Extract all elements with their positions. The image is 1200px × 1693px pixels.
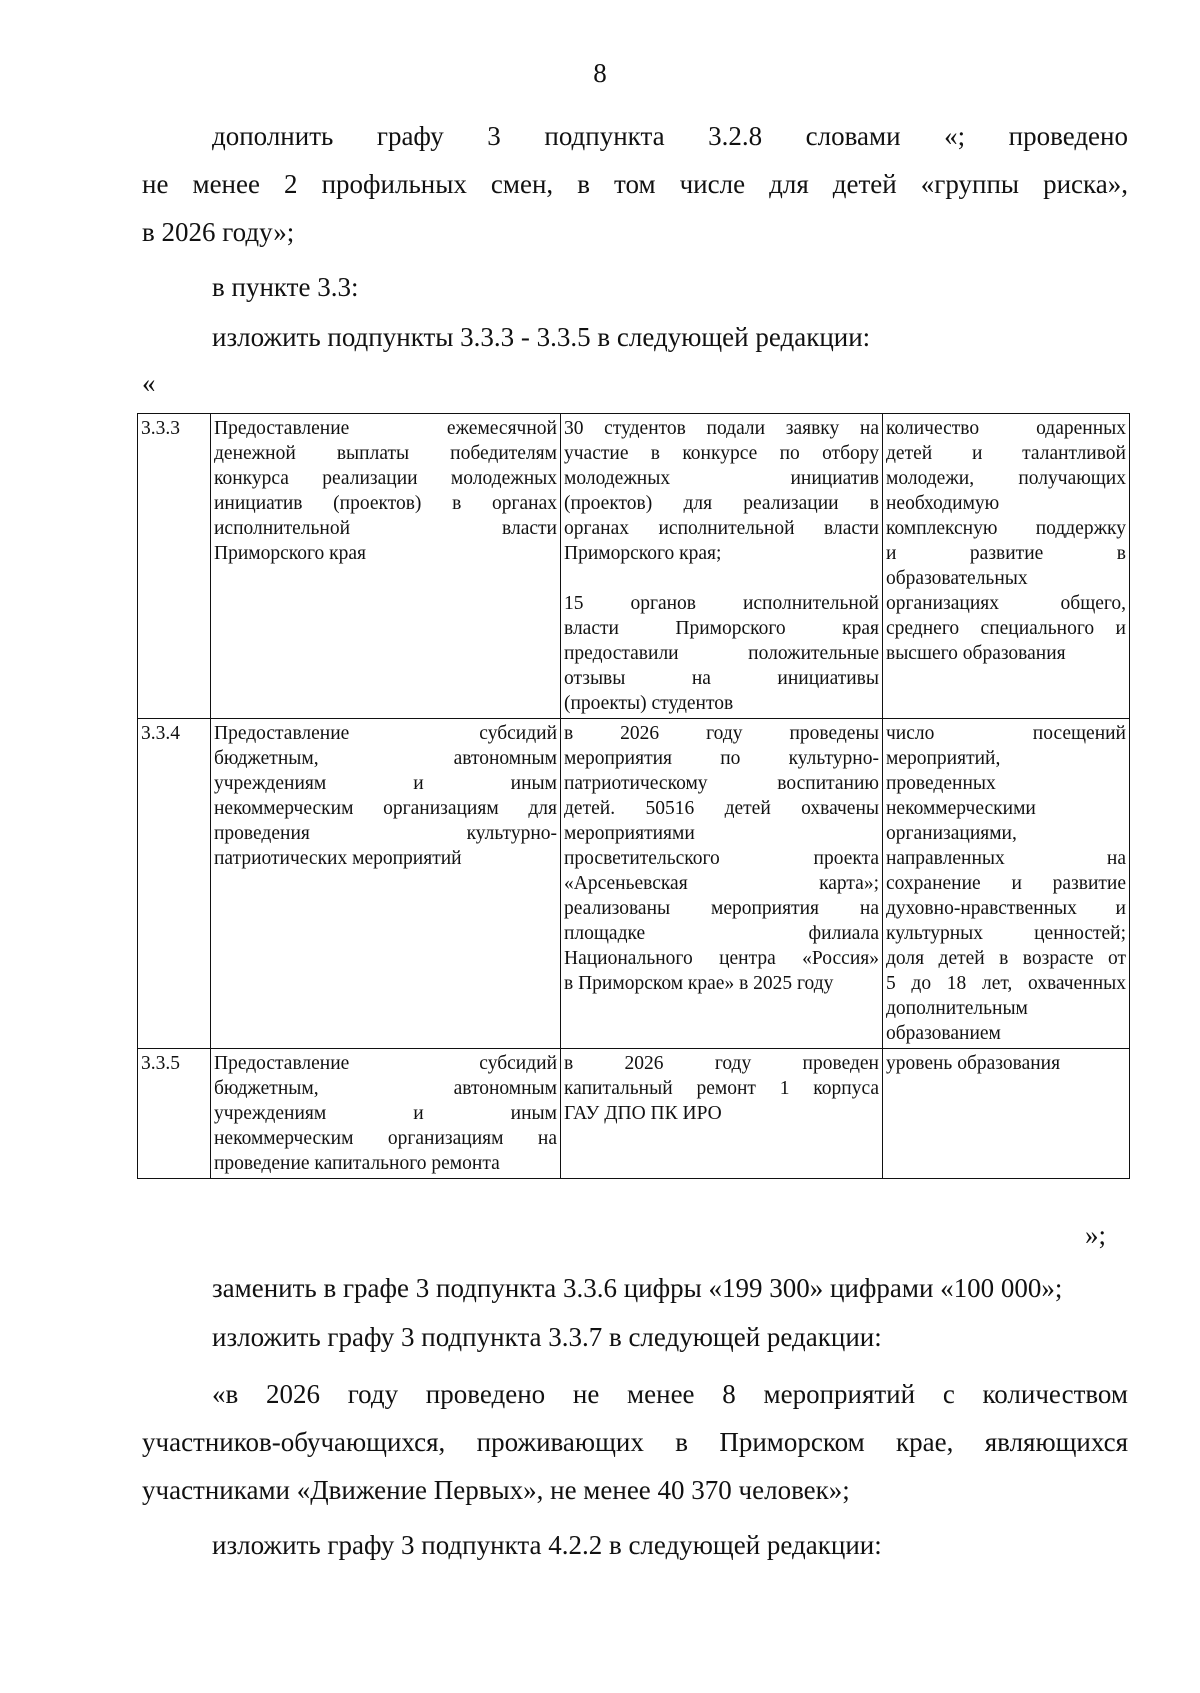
cell-line: некоммерческими [886, 798, 1036, 819]
cell-line: 30 студентов подали заявку на [564, 418, 879, 439]
table-row [138, 414, 1130, 719]
cell-line: среднего специального и [886, 618, 1126, 639]
cell-line: конкурса реализации молодежных [214, 468, 557, 489]
paragraph-line: дополнить графу 3 подпункта 3.2.8 словами «; проведено [212, 121, 1128, 151]
opening-quote: « [142, 368, 156, 398]
amendment-table [137, 413, 1130, 1179]
cell-line: «Арсеньевская карта»; [564, 873, 879, 894]
cell-line: патриотическому воспитанию [564, 773, 879, 794]
table-body [138, 414, 1130, 1179]
cell-line: необходимую [886, 493, 1000, 514]
cell-line: Приморского края [214, 543, 366, 564]
cell-line: 5 до 18 лет, охваченных [886, 973, 1126, 994]
cell-line: мероприятий, [886, 748, 1001, 769]
cell-line: духовно-нравственных и [886, 898, 1126, 919]
cell-line: (проекты) студентов [564, 693, 734, 714]
cell-line: патриотических мероприятий [214, 848, 462, 869]
cell-line: и развитие в [886, 543, 1126, 564]
cell-line: Предоставление ежемесячной [214, 418, 557, 439]
cell-line: исполнительной власти [214, 518, 557, 539]
cell-line: проведение капитального ремонта [214, 1153, 500, 1174]
cell-line: дополнительным [886, 998, 1028, 1019]
cell-line: просветительского проекта [564, 848, 879, 869]
paragraph-line: не менее 2 профильных смен, в том числе для детей «группы риска», [142, 169, 1128, 199]
cell-line: участие в конкурсе по отбору [564, 443, 879, 464]
cell-line: реализованы мероприятия на [564, 898, 879, 919]
cell-line: площадке филиала [564, 923, 879, 944]
cell-line: молодежных инициатив [564, 468, 879, 489]
cell-line: некоммерческим организациям для [214, 798, 557, 819]
paragraph-line: «в 2026 году проведено не менее 8 мероприятий с количеством [212, 1379, 1128, 1409]
cell-line: бюджетным, автономным [214, 1078, 557, 1099]
cell-line: 15 органов исполнительной [564, 593, 879, 614]
cell-gap [564, 566, 879, 591]
cell-line: организациях общего, [886, 593, 1126, 614]
paragraph-line: участниками «Движение Первых», не менее 40 370 человек»; [142, 1475, 850, 1505]
cell-line: бюджетным, автономным [214, 748, 557, 769]
table-row [138, 1049, 1130, 1179]
cell-line: количество одаренных [886, 418, 1126, 439]
cell-line: Предоставление субсидий [214, 723, 557, 744]
cell-line: доля детей в возрасте от [886, 948, 1126, 969]
paragraph: изложить подпункты 3.3.3 - 3.3.5 в следующей редакции: [212, 322, 871, 352]
indicator-cell [883, 1049, 1130, 1179]
cell-line: молодежи, получающих [886, 468, 1126, 489]
cell-line: детей и талантливой [886, 443, 1126, 464]
cell-line: культурных ценностей; [886, 923, 1126, 944]
row-number: 3.3.3 [138, 414, 211, 719]
cell-line: в 2026 году проведены [564, 723, 879, 744]
cell-line: направленных на [886, 848, 1126, 869]
result-cell [561, 719, 883, 1049]
cell-line: некоммерческим организациям на [214, 1128, 557, 1149]
cell-line: органах исполнительной власти [564, 518, 879, 539]
result-cell [561, 1049, 883, 1179]
cell-line: мероприятиями [564, 823, 695, 844]
cell-line: уровень образования [886, 1053, 1061, 1074]
cell-line: в 2026 году проведен [564, 1053, 879, 1074]
cell-line: предоставили положительные [564, 643, 879, 664]
cell-line: инициатив (проектов) в органах [214, 493, 557, 514]
measure-cell [211, 1049, 561, 1179]
cell-line: образованием [886, 1023, 1001, 1044]
cell-line: сохранение и развитие [886, 873, 1126, 894]
cell-line: капитальный ремонт 1 корпуса [564, 1078, 879, 1099]
cell-line: образовательных [886, 568, 1028, 589]
cell-line: учреждениям и иным [214, 773, 557, 794]
cell-line: в Приморском крае» в 2025 году [564, 973, 834, 994]
cell-line: отзывы на инициативы [564, 668, 879, 689]
cell-line: проведения культурно- [214, 823, 557, 844]
row-number: 3.3.4 [138, 719, 211, 1049]
cell-line: комплексную поддержку [886, 518, 1126, 539]
paragraph-line: участников-обучающихся, проживающих в Приморском крае, являющихся [142, 1427, 1128, 1457]
cell-line: власти Приморского края [564, 618, 879, 639]
cell-line: Приморского края; [564, 543, 722, 564]
cell-line: мероприятия по культурно- [564, 748, 879, 769]
cell-line: учреждениям и иным [214, 1103, 557, 1124]
cell-line: (проектов) для реализации в [564, 493, 879, 514]
cell-line: высшего образования [886, 643, 1066, 664]
measure-cell [211, 719, 561, 1049]
page-number: 8 [593, 58, 607, 88]
cell-line: организациями, [886, 823, 1017, 844]
cell-line: Предоставление субсидий [214, 1053, 557, 1074]
cell-line: проведенных [886, 773, 996, 794]
paragraph: заменить в графе 3 подпункта 3.3.6 цифры «199 300» цифрами «100 000»; [212, 1273, 1063, 1303]
cell-line: Национального центра «Россия» [564, 948, 879, 969]
cell-line: число посещений [886, 723, 1126, 744]
cell-line: денежной выплаты победителям [214, 443, 557, 464]
cell-line: детей. 50516 детей охвачены [564, 798, 879, 819]
paragraph: изложить графу 3 подпункта 4.2.2 в следующей редакции: [212, 1530, 882, 1560]
cell-line: ГАУ ДПО ПК ИРО [564, 1103, 722, 1124]
indicator-cell [883, 414, 1130, 719]
indicator-cell [883, 719, 1130, 1049]
paragraph: изложить графу 3 подпункта 3.3.7 в следующей редакции: [212, 1322, 882, 1352]
table-row [138, 719, 1130, 1049]
measure-cell [211, 414, 561, 719]
paragraph: в пункте 3.3: [212, 272, 359, 302]
row-number: 3.3.5 [138, 1049, 211, 1179]
result-cell [561, 414, 883, 719]
paragraph-line: в 2026 году»; [142, 217, 295, 247]
closing-quote: »; [1085, 1220, 1107, 1250]
